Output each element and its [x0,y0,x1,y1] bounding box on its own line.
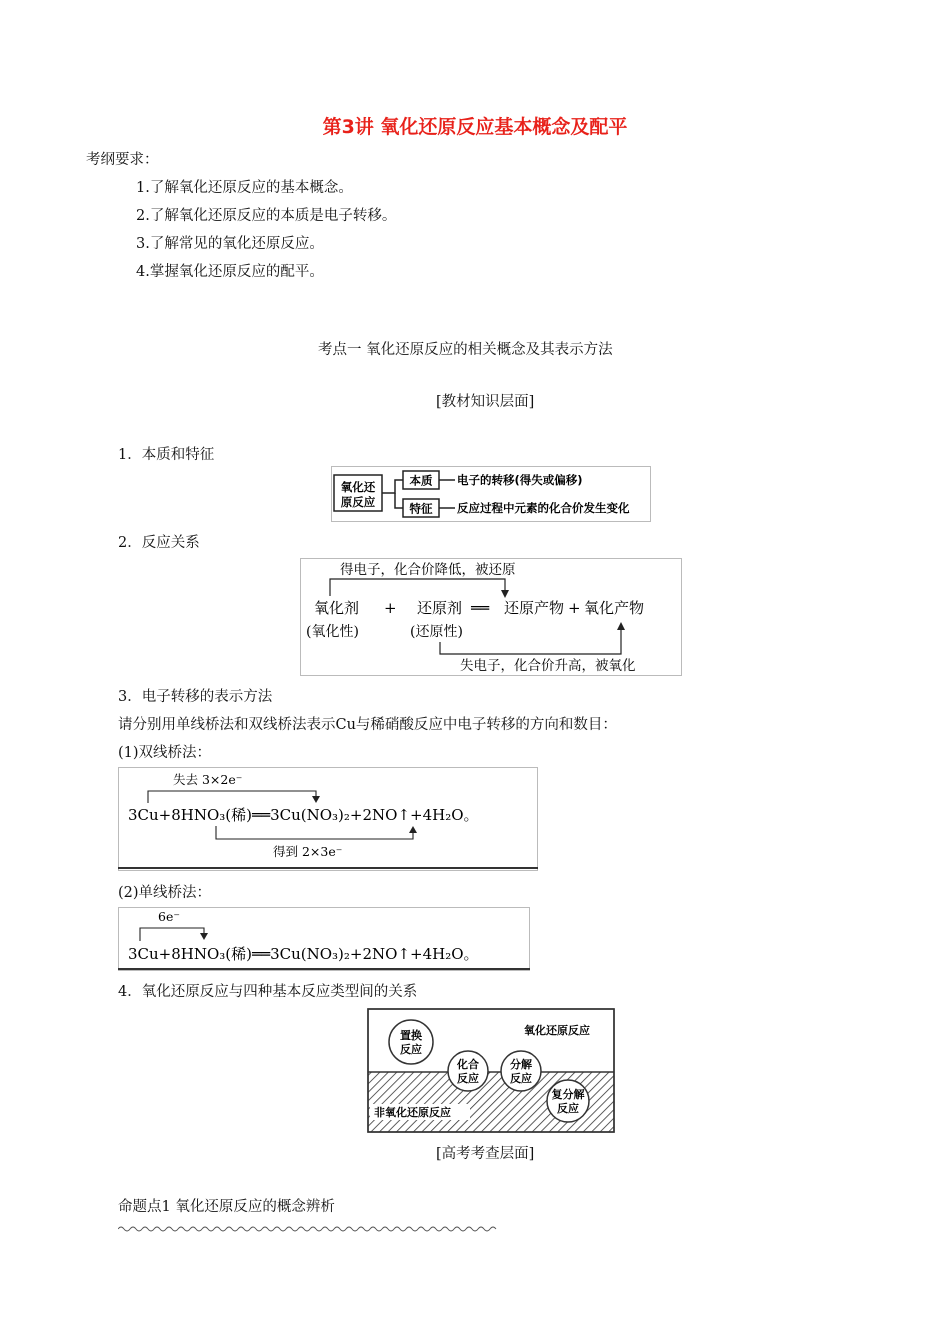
feature-label: 特征 [409,501,433,516]
syllabus-item-1: 1.了解氧化还原反应的基本概念。 [136,180,353,196]
feature-description: 反应过程中元素的化合价发生变化 [457,501,630,515]
combination-line2: 反应 [457,1072,479,1085]
essence-label: 本质 [409,473,433,488]
double-bridge-title: (1)双线桥法： [118,745,212,761]
top-arrow-label: 得电子，化合价降低，被还原 [340,562,516,578]
single-bridge-title: (2)单线桥法： [118,885,212,901]
oxidant: 氧化剂 [314,599,360,617]
displacement-line2: 反应 [400,1043,422,1056]
double-decomposition-line1: 复分解 [551,1088,585,1101]
oxidation-product: 氧化产物 [584,599,645,617]
level-exam: [高考考查层面] [436,1146,535,1162]
reductant: 还原剂 [417,599,463,617]
syllabus-item-3: 3.了解常见的氧化还原反应。 [136,236,324,252]
decomposition-line2: 反应 [510,1072,532,1085]
reaction-equation: 3Cu+8HNO₃(稀)══3Cu(NO₃)₂+2NO↑+4H₂O。 [128,806,479,824]
wavy-underline [118,1218,500,1226]
combination-line1: 化合 [457,1058,479,1071]
equals-sign: ══ [471,599,490,617]
syllabus-item-4: 4.掌握氧化还原反应的配平。 [136,264,324,280]
main-concept-line1: 氧化还 [340,480,376,494]
level-textbook: [教材知识层面] [436,394,535,410]
double-decomposition-line2: 反应 [557,1102,579,1115]
section-3-prompt: 请分别用单线桥法和双线桥法表示Cu与稀硝酸反应中电子转移的方向和数目： [118,717,617,733]
non-redox-region-label: 非氧化还原反应 [374,1106,451,1119]
section-title: 考点一 氧化还原反应的相关概念及其表示方法 [318,342,613,358]
plus-sign: + [568,599,581,617]
section-4-heading: 4．氧化还原反应与四种基本反应类型间的关系 [118,984,418,1000]
essence-description: 电子的转移(得失或偏移) [457,473,583,487]
main-concept-line2: 原反应 [340,495,376,509]
page-title: 第3讲 氧化还原反应基本概念及配平 [322,116,628,138]
decomposition-line1: 分解 [510,1058,532,1071]
syllabus-heading: 考纲要求： [86,152,159,168]
reduction-product: 还原产物 [504,599,565,617]
reaction-types-diagram [367,1008,615,1133]
reductant-property: (还原性) [410,624,463,640]
section-1-heading: 1．本质和特征 [118,447,215,463]
essence-feature-diagram [331,466,651,522]
oxidant-property: (氧化性) [306,624,359,640]
plus-sign: + [384,599,397,617]
topic-1-heading: 命题点1 氧化还原反应的概念辨析 [118,1199,335,1215]
single-bridge-diagram [118,907,530,971]
double-bridge-bottom-label: 得到 2×3e⁻ [273,844,343,859]
double-bridge-top-label: 失去 3×2e⁻ [173,772,243,787]
reaction-relation-diagram [300,558,682,676]
syllabus-item-2: 2.了解氧化还原反应的本质是电子转移。 [136,208,397,224]
redox-region-label: 氧化还原反应 [524,1024,590,1037]
single-bridge-label: 6e⁻ [158,909,180,924]
bottom-arrow-label: 失电子，化合价升高，被氧化 [460,658,636,674]
section-3-heading: 3．电子转移的表示方法 [118,689,273,705]
reaction-equation: 3Cu+8HNO₃(稀)══3Cu(NO₃)₂+2NO↑+4H₂O。 [128,945,479,963]
displacement-line1: 置换 [400,1029,422,1042]
double-bridge-diagram [118,767,538,871]
section-2-heading: 2．反应关系 [118,535,200,551]
